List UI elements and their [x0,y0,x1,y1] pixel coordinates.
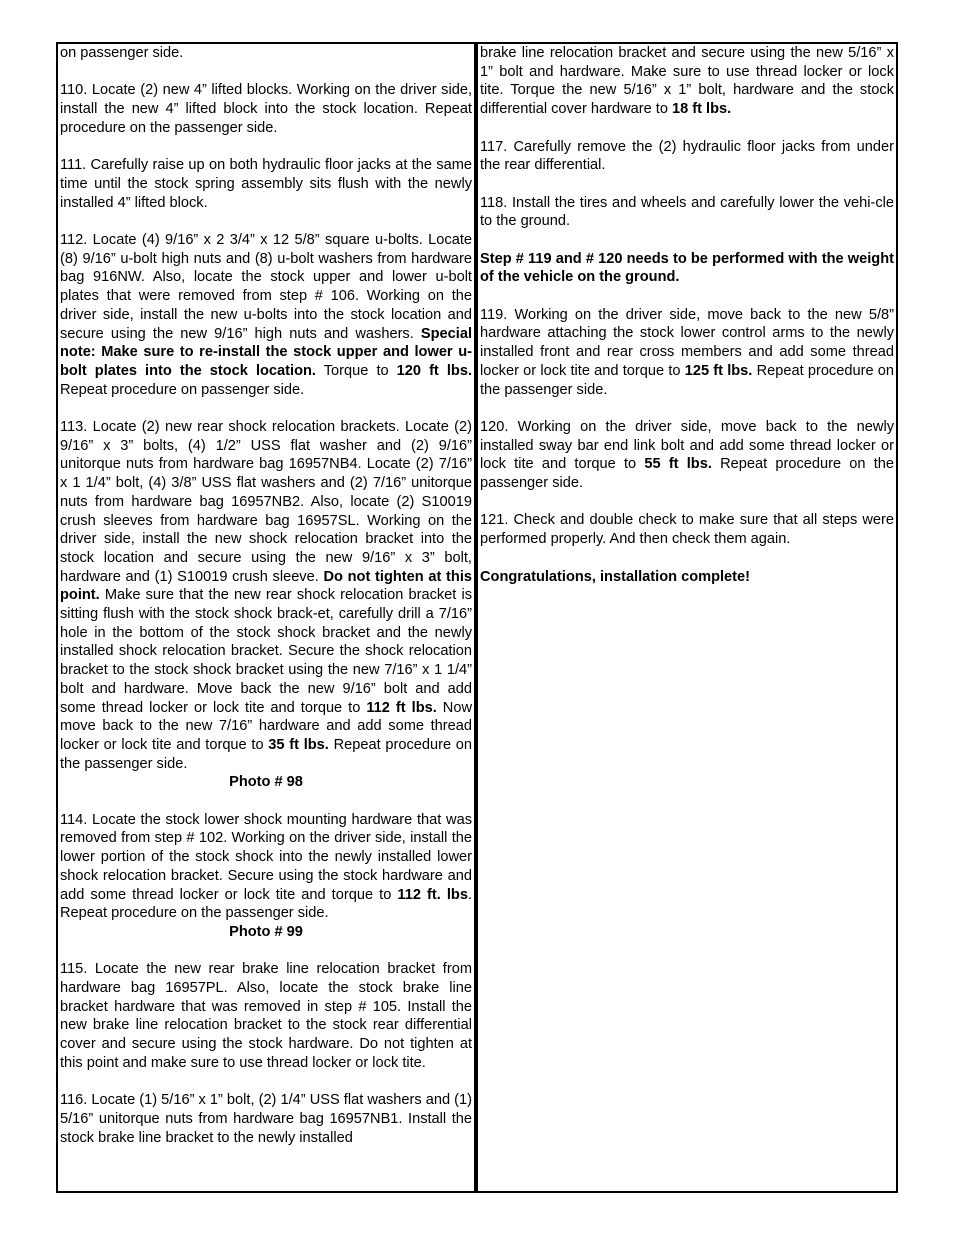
step-119: 119. Working on the driver side, move back to the new 5/8” hardware attaching the stock lower control arms to the newly installed front and rear cross members and add some thread locker or lock tite and torque to 125 ft lbs. Repeat procedure on the passenger side. [480,306,895,398]
step-117: 117. Carefully remove the (2) hydraulic floor jacks from under the rear differential. [480,138,894,174]
torque-value: 125 ft lbs. [684,362,753,379]
step-116: 116. Locate (1) 5/16” x 1” bolt, (2) 1/4” USS flat washers and (1) 5/16” unitorque nuts from hardware bag 16957NB1. Install the stock brake line bracket to the newly installed [60,1092,472,1146]
right-column [478,44,896,1191]
instructions-frame [56,42,898,1193]
step-113: 113. Locate (2) new rear shock relocation brackets. Locate (2) 9/16” x 3” bolts, (4) 1/2” USS flat washer and (2) 9/16” unitorque nuts from hardware bag 16957NB4. Locate (2) 7/16” x 1 1/4” bolt, (4) 3/8” USS flat washers and (2) 7/16” unitorque nuts from hardware bag 16957NB2. Also, locate (2) S10019 crush sleeves from hardware bag 16957SL. Working on the driver side, install the new shock relocation bracket into the stock location and secure using the new 9/16” x 3” bolt, hardware and (1) S10019 crush sleeve. Do not tighten at this point. Make sure that the new rear shock relocation bracket is sitting flush with the stock shock brack-et, carefully drill a 7/16” hole in the bottom of the stock shock bracket and the newly installed shock relocation bracket. Secure the shock relocation bracket to the stock shock bracket using the new 7/16” x 1 1/4” bolt and hardware. Move back the new 9/16” bolt and add some thread locker or lock tite and torque to 112 ft lbs. Now move back to the new 7/16” hardware and add some thread locker or lock tite and torque to 35 ft lbs. Repeat procedure on the passenger side. Photo # 98 [60,419,473,791]
torque-value: 35 ft lbs. [268,736,329,753]
photo-caption-99: Photo # 99 [229,923,303,940]
step-121: 121. Check and double check to make sure that all steps were performed properly. And then check them again. [480,512,894,548]
warning-text: Do not tighten at this point. [60,568,472,604]
step-116-continued: brake line relocation bracket and secure using the new 5/16” x 1” bolt and hardware. Make sure to use thread locker or lock tite. Torque the new 5/16” x 1” bolt, hardware and the stock differential cover hardware to 18 ft lbs. [480,45,894,118]
step-110: 110. Locate (2) new 4” lifted blocks. Working on the driver side, install the new 4” lifted block into the stock location. Repeat procedure on the passenger side. [60,82,472,136]
torque-value: 18 ft lbs. [672,101,732,118]
torque-value: 55 ft lbs. [644,456,712,473]
step-114: 114. Locate the stock lower shock mounting hardware that was removed from step # 102. Working on the driver side, install the lower portion of the stock shock into the newly installed lower shock relocation bracket. Secure using the stock hardware and add some thread locker or lock tite and torque to 112 ft. lbs. Repeat procedure on the passenger side. Photo # 99 [60,811,473,940]
torque-value: 112 ft lbs. [366,699,437,716]
step-118: 118. Install the tires and wheels and carefully lower the vehi-cle to the ground. [480,194,894,230]
step-120: 120. Working on the driver side, move back to the newly installed sway bar end link bolt and add some thread locker or lock tite and torque to 55 ft lbs. Repeat procedure on the passenger side. [480,418,895,492]
left-column [58,44,478,1191]
torque-value: 120 ft lbs. [396,362,472,379]
special-note: Special note: Make sure to re-install the stock upper and lower u-bolt plates into the stock location. [60,325,472,379]
step-109-continued: on passenger side. [60,45,184,61]
step-111: 111. Carefully raise up on both hydraulic floor jacks at the same time until the stock spring assembly sits flush with the newly installed 4” lifted block. [60,157,472,211]
step-115: 115. Locate the new rear brake line relocation bracket from hardware bag 16957PL. Also, locate the stock brake line bracket hardware that was removed in step # 105. Install the new brake line relocation bracket to the stock rear differential cover and secure using the stock hardware. Do not tighten at this point and make sure to use thread locker or lock tite. [60,961,472,1071]
torque-value: 112 ft. lbs [397,886,468,903]
weight-note: Step # 119 and # 120 needs to be performed with the weight of the vehicle on the ground. [480,250,894,286]
step-112: 112. Locate (4) 9/16” x 2 3/4” x 12 5/8” square u-bolts. Locate (8) 9/16” u-bolt high nuts and (8) u-bolt washers from hardware bag 916NW. Also, locate the stock upper and lower u-bolt plates that were removed from step # 106. Working on the driver side, install the new u-bolts into the stock location and secure using the new 9/16” high nuts and washers. Special note: Make sure to re-install the stock upper and lower u-bolt plates into the stock location. Torque to 120 ft lbs. Repeat procedure on passenger side. [60,231,472,398]
photo-caption-98: Photo # 98 [229,774,303,791]
completion-message: Congratulations, installation complete! [480,568,751,585]
